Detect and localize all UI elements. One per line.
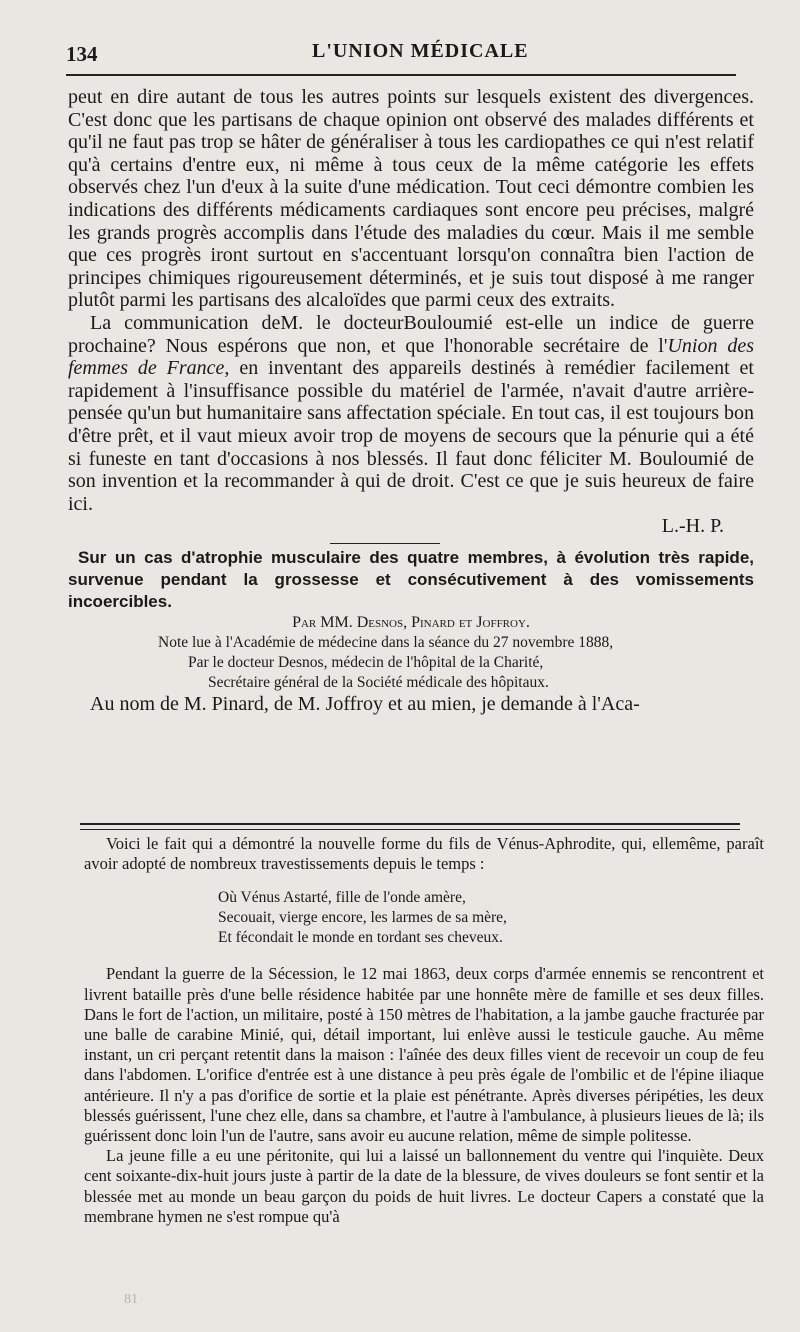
page-number: 134 [66, 42, 98, 66]
verse-quotation [84, 888, 764, 948]
feuilleton-paragraph: La jeune fille a eu une péritonite, qui lui a laissé un ballonnement du ventre qui l'inquiète. Deux cent soixante-dix-huit jours juste à partir de la date de la blessure, de vives douleurs se font sentir et la blessée met au monde un beau garçon du poids de huit livres. Le docteur Capers a constaté que la membrane hymen ne s'est rompue qu'à [84, 1146, 764, 1226]
paragraph-continuation: peut en dire autant de tous les autres points sur lesquels existent des divergences. C'est donc que les partisans de chaque opinion ont observé des malades différents et qu'il ne faut pas trop se hâter de généraliser à tous les cardiopathes ce qui n'est relatif qu'à certains d'entre eux, ni même à tous ceux de la même catégorie les effets observés chez l'un d'eux à la suite d'une médication. Tout ceci démontre combien les indications des différents médicaments cardiaques sont encore peu précises, malgré les grands progrès accomplis dans l'étude des maladies du cœur. Mais il me semble que ces progrès iront surtout en s'accentuant lorsqu'on connaîtra bien l'action de principes chimiques rigoureusement déterminés, et je suis tout disposé à me ranger plutôt parmi les partisans des alcaloïdes que parmi ceux des extraits. [68, 86, 754, 312]
presenter-title: Secrétaire général de la Société médicale des hôpitaux. [208, 673, 549, 691]
header-rule [66, 74, 736, 76]
running-header [66, 36, 746, 70]
presenter-line: Par le docteur Desnos, médecin de l'hôpital de la Charité, [188, 653, 544, 671]
printer-signature-mark: 81 [124, 1292, 138, 1307]
paragraph-communication [68, 312, 754, 515]
author-signature: L.-H. P. [661, 515, 724, 538]
feuilleton-divider [80, 823, 740, 830]
italic-society-name: Union des femmes de France, [68, 334, 754, 380]
section-divider [330, 543, 440, 544]
page-footer [0, 1292, 800, 1316]
feuilleton-paragraph: Pendant la guerre de la Sécession, le 12 mai 1863, deux corps d'armée ennemis se rencontrent et livrent bataille près d'une belle résidence habitée par une honnête mère de famille et ses deux filles. Dans le fort de l'action, un militaire, posté à 150 mètres de l'habitation, a la jambe gauche fracturée par une balle de carabine Minié, qui, détail important, lui enlève aussi le testicule gauche. Au même instant, un cri perçant retentit dans la maison : l'aînée des deux filles vient de recevoir un coup de feu dans l'abdomen. L'orifice d'entrée est à une distance à peu près égale de l'ombilic et de l'épine iliaque antérieure. Il n'y a pas d'orifice de sortie et la plaie est pénétrante. Après diverses péripéties, les deux blessés guérissent, l'une chez elle, dans sa chambre, et l'autre à l'ambulance, à plusieurs lieues de là; ils guérissent donc loin l'un de l'autre, sans avoir eu aucune relation, même de simple politesse. [84, 964, 764, 1146]
verse-line: Où Vénus Astarté, fille de l'onde amère, [218, 889, 466, 907]
main-column [68, 86, 754, 715]
verse-line: Secouait, vierge encore, les larmes de sa mère, [218, 909, 507, 927]
journal-title: L'UNION MÉDICALE [312, 40, 529, 62]
presentation-note: Note lue à l'Académie de médecine dans la séance du 27 novembre 1888, [158, 633, 614, 651]
article-authors: Par MM. Desnos, Pinard et Joffroy. [292, 613, 530, 631]
article-opening: Au nom de M. Pinard, de M. Joffroy et au mien, je demande à l'Aca- [90, 692, 640, 715]
paragraph-text: La communication deM. le docteurBouloumié est-elle un indice de guerre prochaine? Nous espérons que non, et que l'honorable secrétaire de l' [68, 311, 754, 357]
article-title: Sur un cas d'atrophie musculaire des quatre membres, à évolution très rapide, survenue pendant la grossesse et consécutivement à des vomissements incoercibles. [68, 547, 754, 611]
feuilleton-intro: Voici le fait qui a démontré la nouvelle forme du fils de Vénus-Aphrodite, qui, ellemême, paraît avoir adopté de nombreux travestissements depuis le temps : [84, 834, 764, 874]
paragraph-text: en inventant des appareils destinés à remédier facilement et rapidement à l'insuffisance possible du matériel de l'armée, n'avait d'autre arrière-pensée qu'un but humanitaire sans affectation spéciale. En tout cas, il est toujours bon d'être prêt, et il vaut mieux avoir trop de moyens de secours que la pénurie qui a été si funeste en tant d'occasions à nos blessés. Il faut donc féliciter M. Bouloumié de son invention et la recommander à qui de droit. C'est ce que je suis heureux de faire ici. [68, 357, 754, 515]
verse-line: Et fécondait le monde en tordant ses cheveux. [218, 929, 503, 947]
feuilleton-column [84, 834, 764, 1227]
